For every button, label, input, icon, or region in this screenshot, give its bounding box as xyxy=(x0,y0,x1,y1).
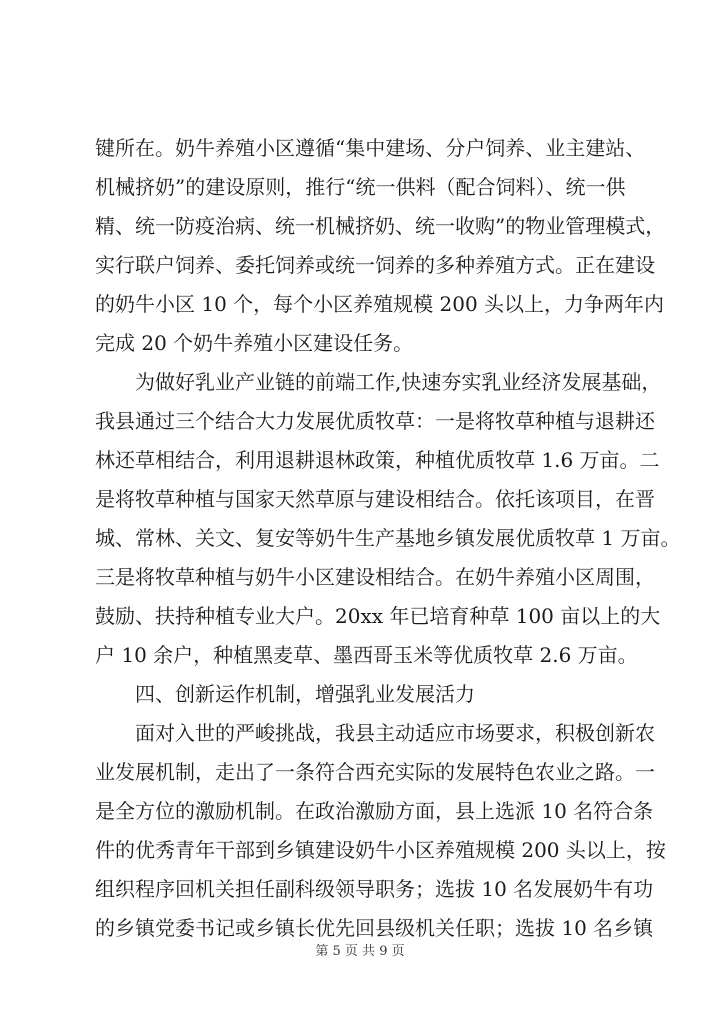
text-line: 面对入世的严峻挑战，我县主动适应市场要求，积极创新农 xyxy=(135,721,655,745)
text-line: 我县通过三个结合大力发展优质牧草：一是将牧草种植与退耕还 xyxy=(95,409,655,433)
text-line: 完成 20 个奶牛养殖小区建设任务。 xyxy=(95,331,414,355)
text-line: 户 10 余户，种植黑麦草、墨西哥玉米等优质牧草 2.6 万亩。 xyxy=(95,643,638,667)
text-line: 城、常林、关文、复安等奶牛生产基地乡镇发展优质牧草 1 万亩。 xyxy=(95,526,681,550)
text-line: 实行联户饲养、委托饲养或统一饲养的多种养殖方式。正在建设 xyxy=(95,253,655,277)
text-line: 机械挤奶”的建设原则，推行“统一供料（配合饲料）、统一供 xyxy=(95,175,626,199)
page-number-footer: 第 5 页 共 9 页 xyxy=(315,944,405,959)
text-line: 键所在。奶牛养殖小区遵循“集中建场、分户饲养、业主建站、 xyxy=(95,136,646,160)
text-line: 的乡镇党委书记或乡镇长优先回县级机关任职；选拔 10 名乡镇 xyxy=(95,916,654,940)
text-line: 件的优秀青年干部到乡镇建设奶牛小区养殖规模 200 头以上，按 xyxy=(95,838,666,862)
text-line: 为做好乳业产业链的前端工作,快速夯实乳业经济发展基础， xyxy=(135,370,662,394)
text-line: 的奶牛小区 10 个，每个小区养殖规模 200 头以上，力争两年内 xyxy=(95,292,665,316)
text-line: 组织程序回机关担任副科级领导职务；选拔 10 名发展奶牛有功 xyxy=(95,877,654,901)
text-line: 三是将牧草种植与奶牛小区建设相结合。在奶牛养殖小区周围， xyxy=(95,565,655,589)
text-line: 是全方位的激励机制。在政治激励方面，县上选派 10 名符合条 xyxy=(95,799,654,823)
text-line: 鼓励、扶持种植专业大户。20xx 年已培育种草 100 亩以上的大 xyxy=(95,604,661,628)
text-line: 是将牧草种植与国家天然草原与建设相结合。依托该项目，在晋 xyxy=(95,487,655,511)
text-line: 林还草相结合，利用退耕退林政策，种植优质牧草 1.6 万亩。二 xyxy=(95,448,660,472)
text-line: 业发展机制，走出了一条符合西充实际的发展特色农业之路。一 xyxy=(95,760,655,784)
section-heading: 四、创新运作机制，增强乳业发展活力 xyxy=(135,682,475,706)
text-line: 精、统一防疫治病、统一机械挤奶、统一收购”的物业管理模式， xyxy=(95,214,666,238)
